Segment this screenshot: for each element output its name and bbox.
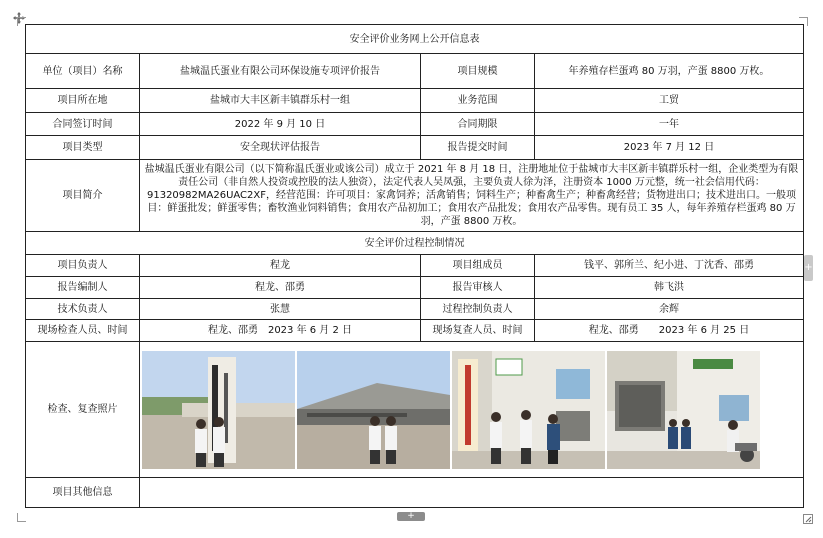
scope-label: 业务范围 [421, 89, 535, 113]
table-row [26, 54, 804, 89]
table-row [26, 89, 804, 113]
table-row [26, 136, 804, 160]
table-row [26, 113, 804, 136]
photos-cell [140, 342, 804, 478]
sign-label: 合同签订时间 [26, 113, 140, 136]
members-value: 钱平、郭所兰、纪小进、丁沈香、邵勇 [535, 255, 804, 277]
type-value: 安全现状评估报告 [140, 136, 421, 160]
inspect-label: 现场检查人员、时间 [26, 320, 140, 342]
intro-value: 盐城温氏蛋业有限公司（以下简称温氏蛋业或该公司）成立于 2021 年 8 月 18 日，注册地址位于盐城市大丰区新丰镇群乐村一组，企业类型为有限责任公司（非自然人投资或控股的法人独资），法定代表人吴凤强，主要负责人徐为泽，注册资本 1000 万元整，统一社会信用代码：91320982MA26UAC2XF，经营范围：许可项目：家禽饲养；活禽销售；饲料生产；种畜禽生产；种畜禽经营；货物进出口；技术进出口。一般项目：鲜蛋批发；鲜蛋零售；畜牧渔业饲料销售；食用农产品初加工；食用农产品批发；食用农产品零售。现有员工 35 人，每年养殖存栏蛋鸡 80 万羽，产蛋 8800 万枚。 [140, 160, 804, 232]
table-row [26, 25, 804, 54]
recheck-label: 现场复查人员、时间 [421, 320, 535, 342]
scale-label: 项目规模 [421, 54, 535, 89]
intro-label: 项目简介 [26, 160, 140, 232]
scale-value: 年养殖存栏蛋鸡 80 万羽，产蛋 8800 万枚。 [535, 54, 804, 89]
table-row [26, 160, 804, 232]
recheck-value: 程龙、邵勇 2023 年 6 月 25 日 [535, 320, 804, 342]
table-row [26, 255, 804, 277]
process-header: 安全评价过程控制情况 [26, 232, 804, 255]
table-row [26, 320, 804, 342]
table-resize-handle-icon[interactable] [803, 514, 813, 524]
leader-value: 程龙 [140, 255, 421, 277]
table-row [26, 277, 804, 299]
term-label: 合同期限 [421, 113, 535, 136]
sign-value: 2022 年 9 月 10 日 [140, 113, 421, 136]
other-label: 项目其他信息 [26, 478, 140, 508]
author-label: 报告编制人 [26, 277, 140, 299]
location-value: 盐城市大丰区新丰镇群乐村一组 [140, 89, 421, 113]
photos-label: 检查、复查照片 [26, 342, 140, 478]
members-label: 项目组成员 [421, 255, 535, 277]
table-row [26, 478, 804, 508]
table-row [26, 232, 804, 255]
submit-value: 2023 年 7 月 12 日 [535, 136, 804, 160]
submit-label: 报告提交时间 [421, 136, 535, 160]
add-column-button[interactable]: + [804, 255, 813, 281]
table-row [26, 342, 804, 478]
tech-value: 张慧 [140, 299, 421, 320]
reviewer-label: 报告审核人 [421, 277, 535, 299]
table-title: 安全评价业务网上公开信息表 [26, 25, 804, 54]
control-value: 余辉 [535, 299, 804, 320]
info-table [25, 24, 804, 508]
control-label: 过程控制负责人 [421, 299, 535, 320]
inspection-photo [297, 351, 450, 469]
unit-value: 盐城温氏蛋业有限公司环保设施专项评价报告 [140, 54, 421, 89]
inspection-photo [142, 351, 295, 469]
leader-label: 项目负责人 [26, 255, 140, 277]
add-row-button[interactable]: + [397, 512, 425, 521]
location-label: 项目所在地 [26, 89, 140, 113]
inspect-value: 程龙、邵勇 2023 年 6 月 2 日 [140, 320, 421, 342]
scope-value: 工贸 [535, 89, 804, 113]
type-label: 项目类型 [26, 136, 140, 160]
other-value[interactable] [140, 478, 804, 508]
table-row [26, 299, 804, 320]
reviewer-value: 韩飞洪 [535, 277, 804, 299]
recheck-photo [452, 351, 605, 469]
term-value: 一年 [535, 113, 804, 136]
author-value: 程龙、邵勇 [140, 277, 421, 299]
unit-label: 单位（项目）名称 [26, 54, 140, 89]
margin-corner-mark [17, 513, 26, 522]
tech-label: 技术负责人 [26, 299, 140, 320]
recheck-photo [607, 351, 760, 469]
